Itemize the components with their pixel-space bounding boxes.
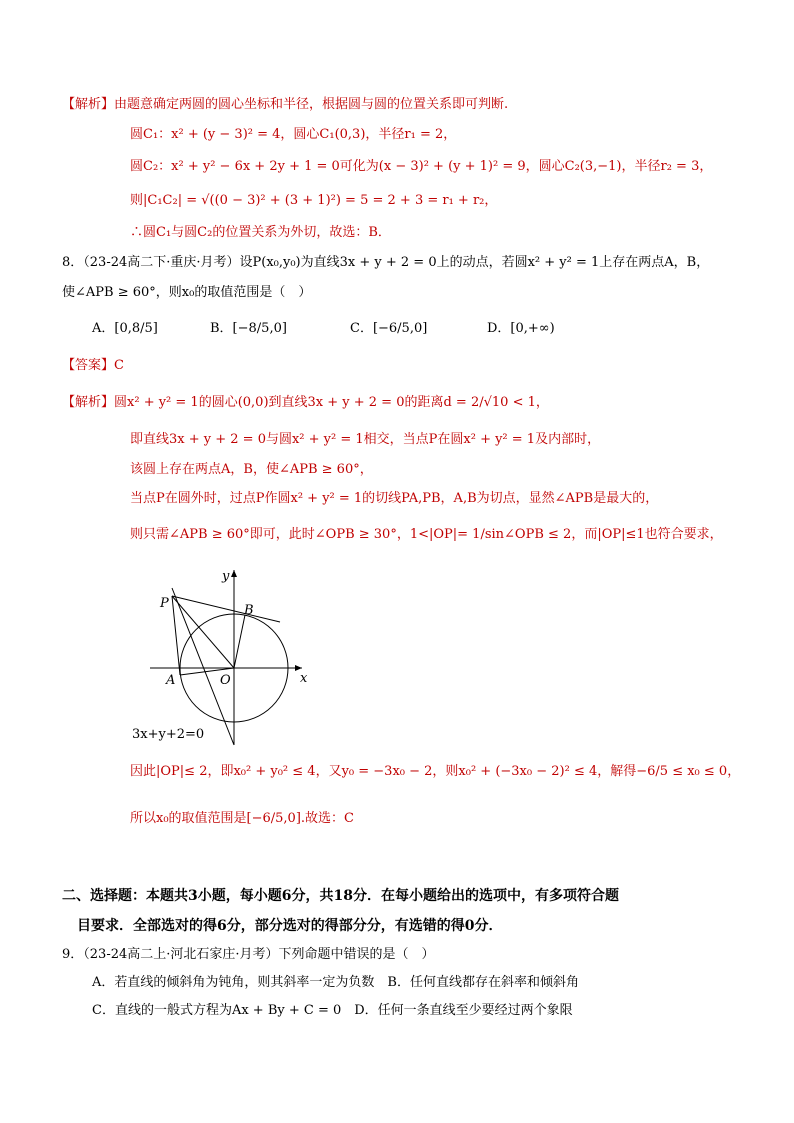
q9-stem: 9．（23-24高二上·河北石家庄·月考）下列命题中错误的是（ ） <box>62 947 435 962</box>
q8-option-d: D．[0,+∞) <box>487 321 555 336</box>
label-x: x <box>300 671 308 686</box>
label-b: B <box>244 603 254 618</box>
label-y: y <box>222 569 230 584</box>
tangent-pb <box>172 596 280 622</box>
analysis-intro: 由题意确定两圆的圆心坐标和半径，根据圆与圆的位置关系即可判断. <box>114 97 509 112</box>
q9-options-ab: A．若直线的倾斜角为钝角，则其斜率一定为负数 B．任何直线都存在斜率和倾斜角 <box>92 975 579 990</box>
label-o: O <box>220 673 231 688</box>
q8-analysis-line-4: 当点P在圆外时，过点P作圆x² + y² = 1的切线PA,PB，A,B为切点，显然∠APB是最大的， <box>130 491 659 506</box>
answer-tag: 【答案】 <box>62 358 115 373</box>
y-axis-arrow <box>231 570 237 577</box>
q8-stem-line-2: 使∠APB ≥ 60°，则x₀的取值范围是（ ） <box>62 285 312 300</box>
analysis-text-1: 圆x² + y² = 1的圆心(0,0)到直线3x + y + 2 = 0的距离d = 2/√10 < 1， <box>114 395 549 410</box>
q8-answer <box>62 357 124 375</box>
label-a: A <box>166 673 176 688</box>
q8-analysis-line-6: 因此|OP|≤ 2，即x₀² + y₀² ≤ 4，又y₀ = −3x₀ − 2，则x₀² + (−3x₀ − 2)² ≤ 4，解得−6/5 ≤ x₀ ≤ 0， <box>130 764 741 779</box>
q8-option-b: B．[−8/5,0] <box>210 321 287 336</box>
q8-analysis-line-5: 则只需∠APB ≥ 60°即可，此时∠OPB ≥ 30°，1<|OP|= 1/sin∠OPB ≤ 2，而|OP|≤1也符合要求， <box>130 527 723 542</box>
segment-ob <box>234 615 245 668</box>
label-p: P <box>160 596 169 611</box>
q8-analysis-line-2: 即直线3x + y + 2 = 0与圆x² + y² = 1相交，当点P在圆x² + y² = 1及内部时， <box>130 432 601 447</box>
q8-stem-line-1: 8．（23-24高二下·重庆·月考）设P(x₀,y₀)为直线3x + y + 2 = 0上的动点，若圆x² + y² = 1上存在两点A，B， <box>62 255 710 270</box>
analysis-tag: 【解析】 <box>62 97 115 112</box>
q8-analysis-line-3: 该圆上存在两点A，B，使∠APB ≥ 60°， <box>130 462 373 477</box>
q8-option-c: C．[−6/5,0] <box>350 321 428 336</box>
q8-option-a: A．[0,8/5] <box>92 321 158 336</box>
line-3x-y-2 <box>172 588 234 745</box>
q8-analysis-line-1 <box>62 394 549 412</box>
tangent-pa <box>172 596 180 675</box>
circle-tangent-figure <box>130 560 330 750</box>
section-2-heading-line-2: 目要求．全部选对的得6分，部分选对的得部分分，有选错的得0分． <box>77 918 503 934</box>
q7-line-1: 圆C₁：x² + (y − 3)² = 4，圆心C₁(0,3)，半径r₁ = 2， <box>130 127 457 142</box>
section-2-heading-line-1: 二、选择题：本题共3小题，每小题6分，共18分．在每小题给出的选项中，有多项符合题 <box>62 888 619 904</box>
q7-line-4: ∴圆C₁与圆C₂的位置关系为外切，故选：B． <box>130 225 391 240</box>
q7-line-3: 则|C₁C₂| = √((0 − 3)² + (3 + 1)²) = 5 = 2 + 3 = r₁ + r₂， <box>130 193 498 208</box>
q9-options-cd: C．直线的一般式方程为Ax + By + C = 0 D．任何一条直线至少要经过两个象限 <box>92 1003 573 1018</box>
analysis-tag: 【解析】 <box>62 395 115 410</box>
answer-value: C <box>114 358 124 373</box>
q8-analysis-line-7: 所以x₀的取值范围是[−6/5,0].故选：C <box>130 811 354 826</box>
q7-analysis <box>62 96 508 114</box>
label-line-equation: 3x+y+2=0 <box>132 727 205 742</box>
q7-line-2: 圆C₂：x² + y² − 6x + 2y + 1 = 0可化为(x − 3)² + (y + 1)² = 9，圆心C₂(3,−1)，半径r₂ = 3， <box>130 159 713 174</box>
